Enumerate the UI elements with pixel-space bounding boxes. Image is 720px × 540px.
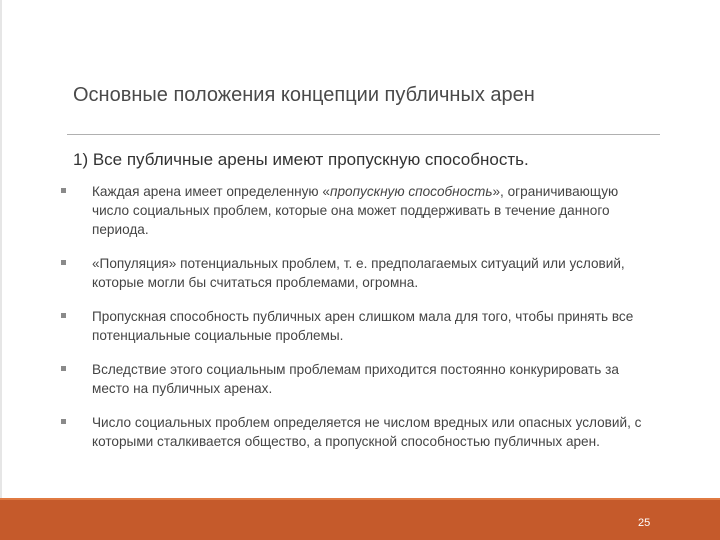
footer-bar — [0, 498, 720, 540]
bullet-item — [58, 413, 658, 451]
slide-subtitle: 1) Все публичные арены имеют пропускную способность. — [73, 150, 529, 169]
bullet-item — [58, 254, 658, 292]
bullet-item — [58, 182, 658, 239]
square-bullet-icon — [61, 260, 66, 265]
bullet-text: «Популяция» потенциальных проблем, т. е. предполагаемых ситуаций или условий, которые могли бы считаться проблемами, огромна. — [92, 256, 625, 290]
page-number: 25 — [638, 517, 651, 529]
bullet-text-italic: пропускную способность — [329, 184, 493, 199]
bullet-text: Вследствие этого социальным проблемам приходится постоянно конкурировать за место на публичных аренах. — [92, 362, 619, 396]
bullet-list — [58, 182, 658, 466]
bullet-text-before: Каждая арена имеет определенную « — [92, 184, 330, 199]
square-bullet-icon — [61, 188, 66, 193]
title-divider — [67, 134, 660, 135]
bullet-item — [58, 360, 658, 398]
square-bullet-icon — [61, 419, 66, 424]
square-bullet-icon — [61, 313, 66, 318]
square-bullet-icon — [61, 366, 66, 371]
slide-left-edge — [0, 0, 2, 500]
footer-accent-line — [0, 498, 720, 500]
bullet-text: Пропускная способность публичных арен слишком мала для того, чтобы принять все потенциальные социальные проблемы. — [92, 309, 634, 343]
slide-title: Основные положения концепции публичных арен — [73, 84, 535, 106]
bullet-item — [58, 307, 658, 345]
bullet-text-after: », ограничивающую число социальных проблем, которые она может поддерживать в течение данного периода. — [92, 184, 619, 237]
bullet-text: Число социальных проблем определяется не числом вредных или опасных условий, с которыми сталкивается общество, а пропускной способностью публичных арен. — [92, 415, 642, 449]
